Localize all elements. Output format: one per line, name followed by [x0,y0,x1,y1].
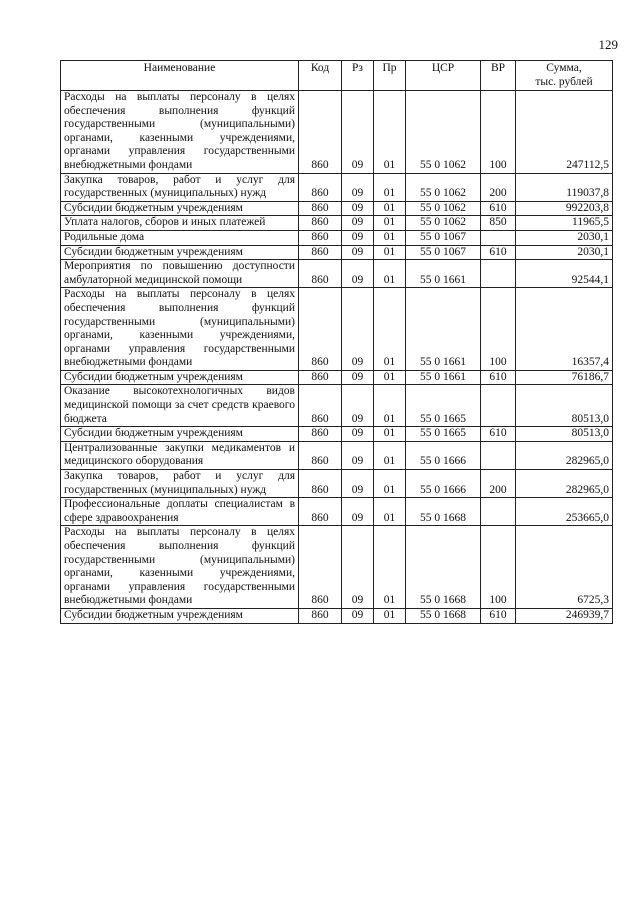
cell-csr: 55 0 1661 [406,288,481,371]
table-row [61,245,613,260]
cell-vr [481,498,516,526]
table-row [61,91,613,174]
cell-pr: 01 [374,216,406,231]
cell-rz: 09 [342,526,374,609]
cell-csr: 55 0 1668 [406,498,481,526]
table-header-row [61,61,613,91]
header-rz: Рз [342,61,374,91]
cell-pr: 01 [374,526,406,609]
header-pr: Пр [374,61,406,91]
cell-pr: 01 [374,288,406,371]
cell-csr: 55 0 1067 [406,245,481,260]
table-row [61,260,613,288]
cell-sum: 992203,8 [516,201,613,216]
cell-name: Расходы на выплаты персоналу в целях обеспечения выполнения функций государственными (муниципальными) органами, казенными учреждениями, органами управления государственными внебюджетными фондами [61,91,299,174]
cell-vr: 610 [481,608,516,623]
table-row [61,608,613,623]
cell-csr: 55 0 1062 [406,216,481,231]
cell-pr: 01 [374,91,406,174]
cell-rz: 09 [342,216,374,231]
cell-pr: 01 [374,370,406,385]
cell-sum: 92544,1 [516,260,613,288]
cell-csr: 55 0 1666 [406,441,481,469]
cell-code: 860 [299,427,342,442]
cell-vr: 850 [481,216,516,231]
page-number: 129 [598,37,618,52]
cell-pr: 01 [374,260,406,288]
cell-csr: 55 0 1665 [406,385,481,427]
cell-rz: 09 [342,470,374,498]
table-row [61,470,613,498]
cell-pr: 01 [374,385,406,427]
cell-sum: 80513,0 [516,427,613,442]
cell-pr: 01 [374,427,406,442]
cell-code: 860 [299,526,342,609]
cell-code: 860 [299,173,342,201]
cell-name: Субсидии бюджетным учреждениям [61,370,299,385]
cell-name: Расходы на выплаты персоналу в целях обеспечения выполнения функций государственными (муниципальными) органами, казенными учреждениями, органами управления государственными внебюджетными фондами [61,288,299,371]
cell-name: Закупка товаров, работ и услуг для государственных (муниципальных) нужд [61,470,299,498]
cell-sum: 11965,5 [516,216,613,231]
cell-rz: 09 [342,441,374,469]
cell-sum: 76186,7 [516,370,613,385]
cell-pr: 01 [374,173,406,201]
cell-rz: 09 [342,427,374,442]
cell-code: 860 [299,216,342,231]
cell-rz: 09 [342,91,374,174]
cell-sum: 282965,0 [516,470,613,498]
cell-name: Оказание высокотехнологичных видов медицинской помощи за счет средств краевого бюджета [61,385,299,427]
cell-sum: 2030,1 [516,245,613,260]
cell-code: 860 [299,91,342,174]
cell-vr: 100 [481,526,516,609]
cell-pr: 01 [374,498,406,526]
header-sum-line2: тыс. рублей [535,75,593,88]
cell-pr: 01 [374,470,406,498]
cell-name: Закупка товаров, работ и услуг для государственных (муниципальных) нужд [61,173,299,201]
table-row [61,230,613,245]
cell-sum: 282965,0 [516,441,613,469]
cell-sum: 253665,0 [516,498,613,526]
cell-vr: 100 [481,288,516,371]
cell-csr: 55 0 1668 [406,526,481,609]
cell-code: 860 [299,245,342,260]
cell-name: Субсидии бюджетным учреждениям [61,608,299,623]
table-row [61,526,613,609]
cell-vr: 610 [481,427,516,442]
cell-rz: 09 [342,245,374,260]
table-row [61,216,613,231]
cell-rz: 09 [342,608,374,623]
cell-pr: 01 [374,230,406,245]
cell-rz: 09 [342,385,374,427]
cell-csr: 55 0 1665 [406,427,481,442]
cell-code: 860 [299,201,342,216]
cell-rz: 09 [342,173,374,201]
cell-csr: 55 0 1666 [406,470,481,498]
cell-rz: 09 [342,370,374,385]
cell-code: 860 [299,608,342,623]
table-row [61,201,613,216]
cell-pr: 01 [374,245,406,260]
cell-code: 860 [299,230,342,245]
table-row [61,385,613,427]
cell-name: Централизованные закупки медикаментов и медицинского оборудования [61,441,299,469]
header-sum-line1: Сумма, [546,62,582,74]
cell-name: Уплата налогов, сборов и иных платежей [61,216,299,231]
cell-sum: 80513,0 [516,385,613,427]
cell-sum: 2030,1 [516,230,613,245]
cell-rz: 09 [342,230,374,245]
cell-vr: 610 [481,370,516,385]
cell-code: 860 [299,288,342,371]
header-sum [516,61,613,91]
cell-code: 860 [299,470,342,498]
cell-sum: 246939,7 [516,608,613,623]
cell-sum: 16357,4 [516,288,613,371]
cell-csr: 55 0 1062 [406,201,481,216]
cell-name: Субсидии бюджетным учреждениям [61,201,299,216]
cell-csr: 55 0 1062 [406,173,481,201]
table-row [61,288,613,371]
cell-rz: 09 [342,288,374,371]
table-row [61,173,613,201]
cell-csr: 55 0 1067 [406,230,481,245]
cell-name: Профессиональные доплаты специалистам в сфере здравоохранения [61,498,299,526]
cell-code: 860 [299,385,342,427]
cell-rz: 09 [342,260,374,288]
cell-vr: 610 [481,201,516,216]
cell-code: 860 [299,370,342,385]
cell-vr: 200 [481,470,516,498]
header-code: Код [299,61,342,91]
cell-csr: 55 0 1661 [406,370,481,385]
header-vr: ВР [481,61,516,91]
cell-sum: 247112,5 [516,91,613,174]
cell-vr: 610 [481,245,516,260]
cell-vr [481,441,516,469]
header-csr: ЦСР [406,61,481,91]
cell-vr: 100 [481,91,516,174]
table-row [61,427,613,442]
cell-vr: 200 [481,173,516,201]
cell-code: 860 [299,260,342,288]
cell-name: Субсидии бюджетным учреждениям [61,427,299,442]
table-row [61,370,613,385]
header-name: Наименование [61,61,299,91]
cell-code: 860 [299,498,342,526]
cell-rz: 09 [342,201,374,216]
cell-code: 860 [299,441,342,469]
cell-csr: 55 0 1661 [406,260,481,288]
table-row [61,441,613,469]
cell-name: Расходы на выплаты персоналу в целях обеспечения выполнения функций государственными (муниципальными) органами, казенными учреждениями, органами управления государственными внебюджетными фондами [61,526,299,609]
cell-csr: 55 0 1668 [406,608,481,623]
table-row [61,498,613,526]
cell-pr: 01 [374,201,406,216]
cell-sum: 6725,3 [516,526,613,609]
cell-vr [481,230,516,245]
cell-name: Мероприятия по повышению доступности амбулаторной медицинской помощи [61,260,299,288]
cell-name: Родильные дома [61,230,299,245]
budget-table [60,60,613,624]
cell-pr: 01 [374,441,406,469]
cell-rz: 09 [342,498,374,526]
cell-name: Субсидии бюджетным учреждениям [61,245,299,260]
cell-vr [481,260,516,288]
cell-vr [481,385,516,427]
cell-csr: 55 0 1062 [406,91,481,174]
cell-sum: 119037,8 [516,173,613,201]
cell-pr: 01 [374,608,406,623]
